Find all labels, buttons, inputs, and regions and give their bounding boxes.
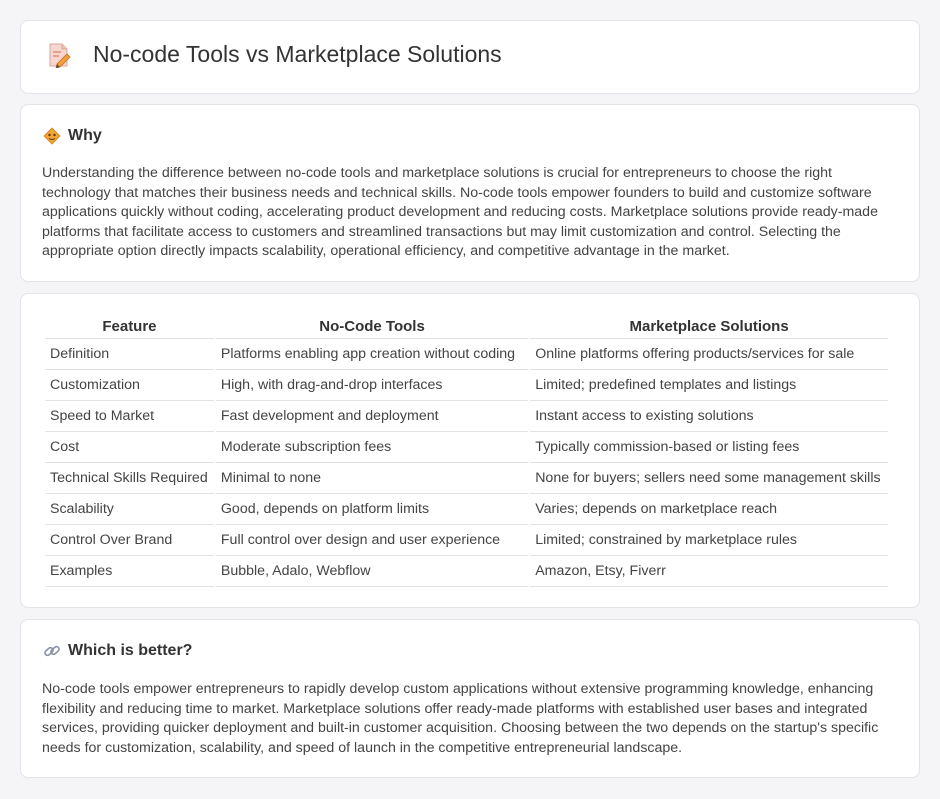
cell-feature: Scalability (44, 493, 215, 524)
cell-no-code: Fast development and deployment (215, 400, 529, 431)
table-row (44, 462, 888, 493)
table-row (44, 431, 888, 462)
which-is-better-section (20, 619, 920, 778)
cell-feature: Examples (44, 555, 215, 586)
table-row (44, 338, 888, 369)
why-heading-row (43, 127, 102, 145)
cell-no-code: Moderate subscription fees (215, 431, 529, 462)
table-row (44, 555, 888, 586)
table-row (44, 400, 888, 431)
cell-feature: Cost (44, 431, 215, 462)
header-marketplace-solutions: Marketplace Solutions (529, 316, 888, 338)
comparison-section (20, 293, 920, 608)
better-heading-row (43, 642, 192, 660)
cell-feature: Technical Skills Required (44, 462, 215, 493)
cell-marketplace: None for buyers; sellers need some management skills (529, 462, 888, 493)
why-heading: Why (68, 127, 102, 144)
title-card (20, 20, 920, 94)
why-section (20, 104, 920, 282)
table-row (44, 524, 888, 555)
cell-feature: Control Over Brand (44, 524, 215, 555)
cell-marketplace: Online platforms offering products/services for sale (529, 338, 888, 369)
diamond-warning-icon (43, 127, 61, 145)
cell-no-code: Minimal to none (215, 462, 529, 493)
cell-no-code: Platforms enabling app creation without coding (215, 338, 529, 369)
table-row (44, 369, 888, 400)
link-icon (43, 642, 61, 660)
better-heading: Which is better? (68, 642, 193, 659)
cell-marketplace: Varies; depends on marketplace reach (529, 493, 888, 524)
cell-marketplace: Instant access to existing solutions (529, 400, 888, 431)
cell-feature: Definition (44, 338, 215, 369)
cell-feature: Speed to Market (44, 400, 215, 431)
cell-no-code: Good, depends on platform limits (215, 493, 529, 524)
cell-feature: Customization (44, 369, 215, 400)
title-row (47, 41, 502, 68)
cell-marketplace: Amazon, Etsy, Fiverr (529, 555, 888, 586)
cell-marketplace: Limited; predefined templates and listings (529, 369, 888, 400)
comparison-table (43, 316, 888, 587)
page-title: No-code Tools vs Marketplace Solutions (93, 41, 502, 67)
table-row (44, 493, 888, 524)
cell-no-code: High, with drag-and-drop interfaces (215, 369, 529, 400)
cell-marketplace: Limited; constrained by marketplace rules (529, 524, 888, 555)
document-pencil-icon (47, 42, 71, 68)
table-header-row (44, 316, 888, 338)
cell-no-code: Bubble, Adalo, Webflow (215, 555, 529, 586)
why-text: Understanding the difference between no-code tools and marketplace solutions is crucial for entrepreneurs to choose the right technology that matches their business needs and technical skills. No-code tools empower founders to build and customize software applications quickly without coding, accelerating product development and reducing costs. Marketplace solutions provide ready-made platforms that facilitate access to customers and streamlined transactions but may limit customization and control. Selecting the appropriate option directly impacts scalability, operational efficiency, and competitive advantage in the market. (42, 165, 878, 260)
cell-marketplace: Typically commission-based or listing fees (529, 431, 888, 462)
header-feature: Feature (44, 316, 215, 338)
header-no-code-tools: No-Code Tools (215, 316, 529, 338)
better-text: No-code tools empower entrepreneurs to rapidly develop custom applications without extensive programming knowledge, enhancing flexibility and reducing time to market. Marketplace solutions offer ready-made platforms with established user bases and integrated services, providing quicker deployment and built-in customer acquisition. Choosing between the two depends on the startup's specific needs for customization, scalability, and speed of launch in the competitive entrepreneurial landscape. (42, 681, 879, 756)
cell-no-code: Full control over design and user experience (215, 524, 529, 555)
